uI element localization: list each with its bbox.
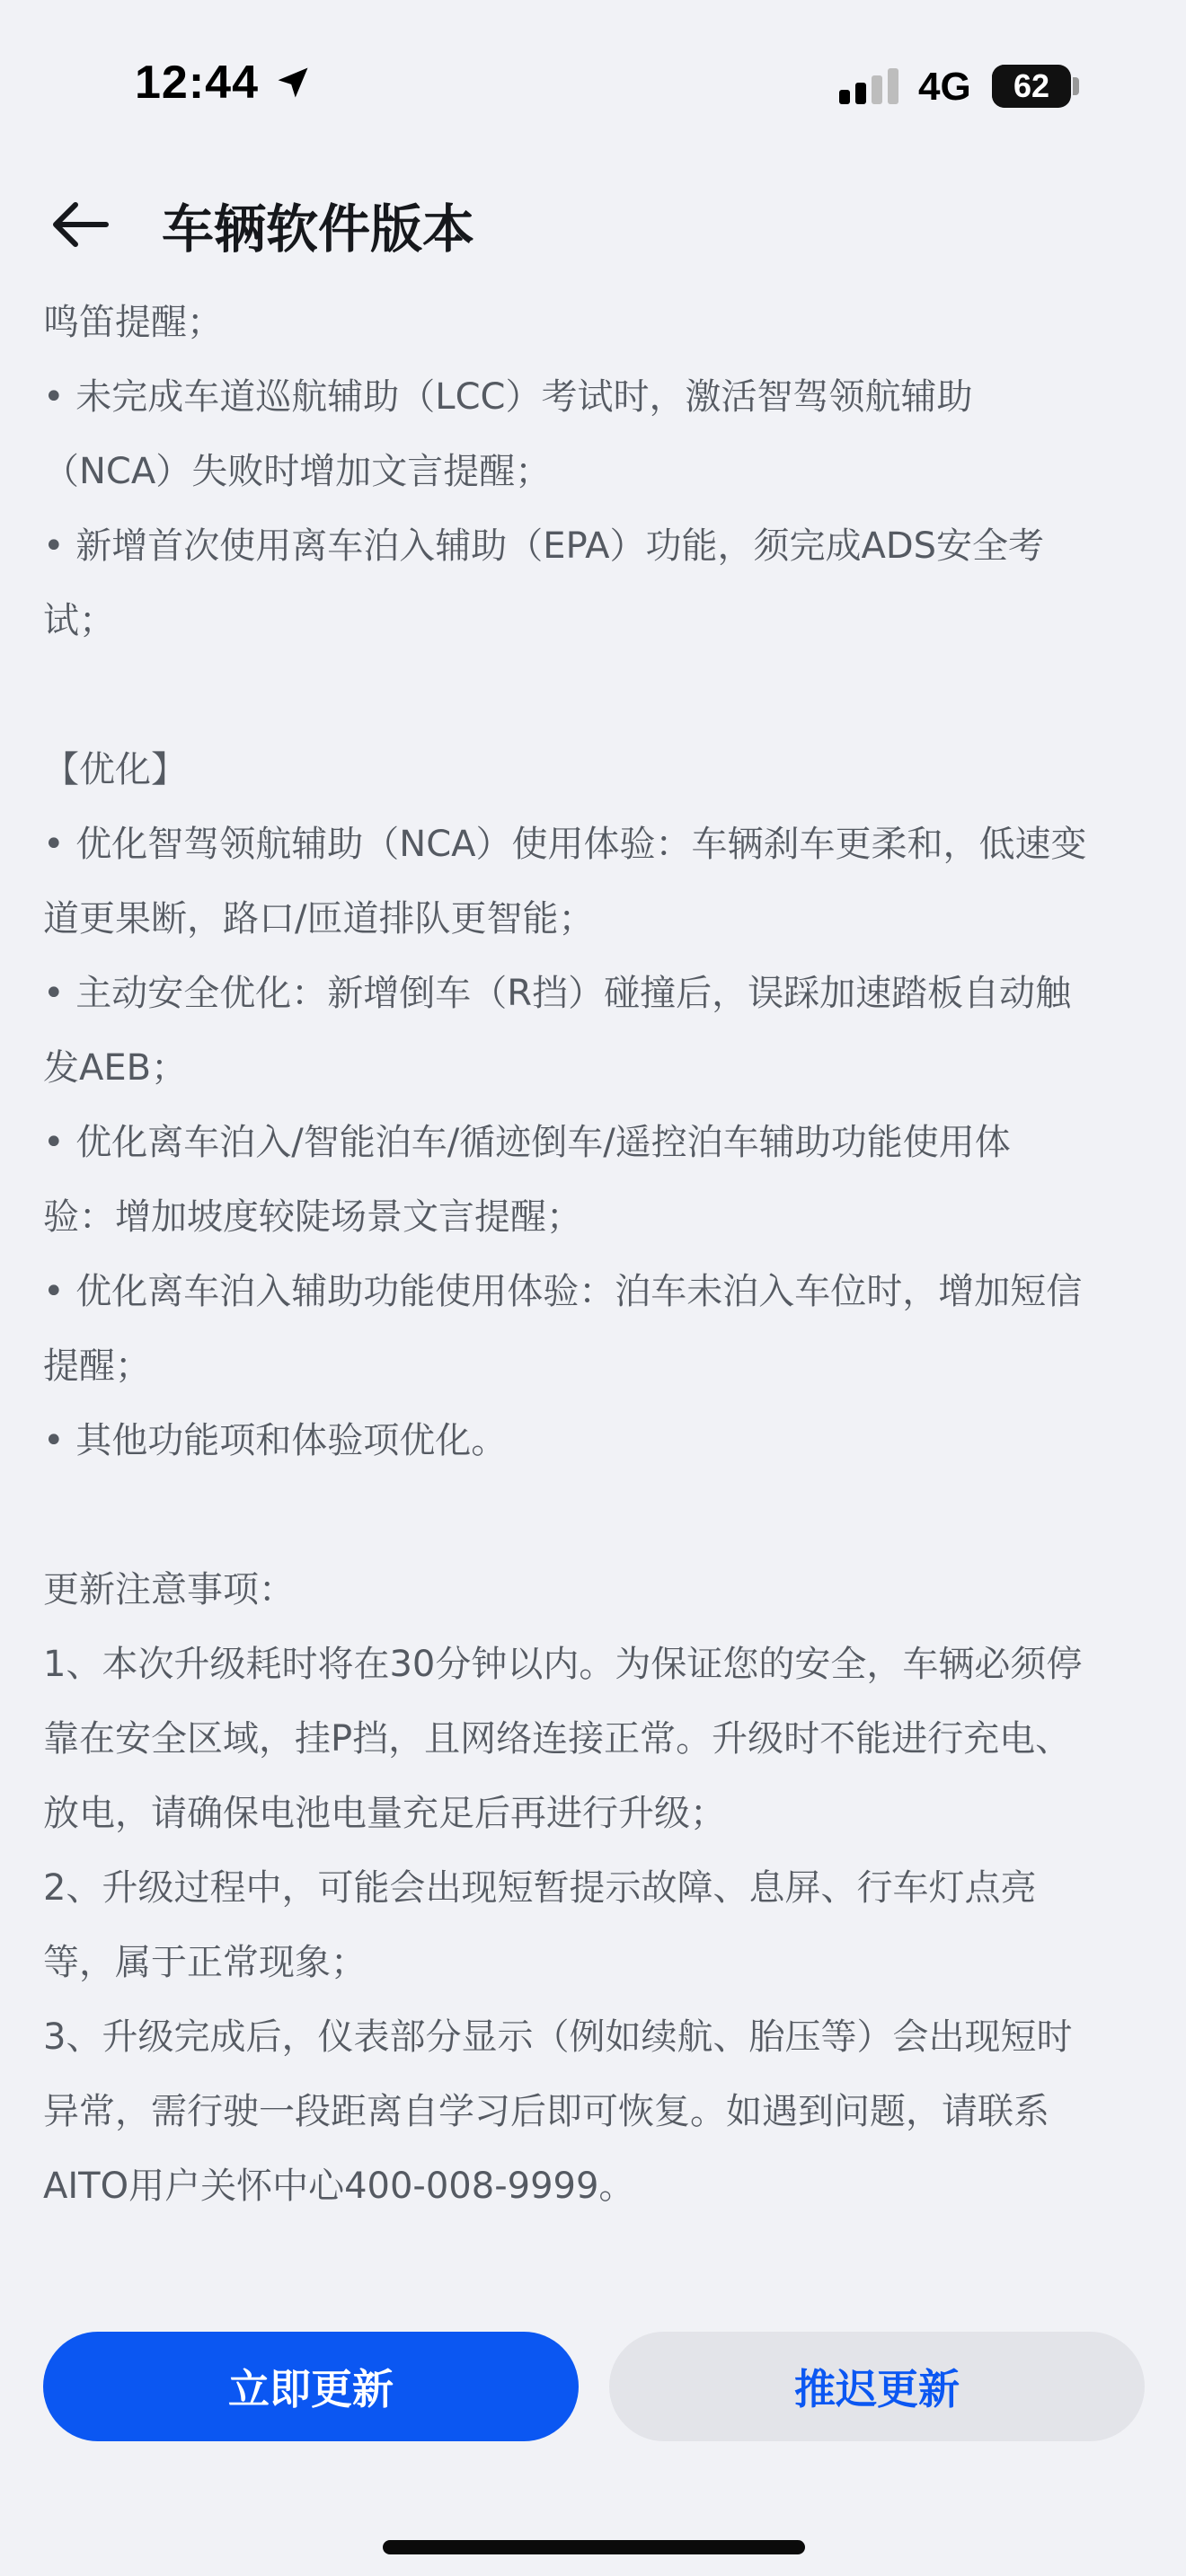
cellular-signal-icon — [839, 68, 900, 104]
text-line: • 优化智驾领航辅助（NCA）使用体验：车辆刹车更柔和，低速变 — [43, 824, 1087, 865]
postpone-update-button[interactable]: 推迟更新 — [609, 2332, 1145, 2441]
status-time: 12:44 — [135, 57, 259, 109]
text-line: 2、升级过程中，可能会出现短暂提示故障、息屏、行车灯点亮 — [43, 1867, 1037, 1909]
text-line: • 其他功能项和体验项优化。 — [43, 1420, 508, 1461]
home-indicator[interactable] — [383, 2540, 805, 2554]
text-line: 发AEB； — [43, 1047, 188, 1089]
text-line: 异常，需行驶一段距离自学习后即可恢复。如遇到问题，请联系 — [43, 2091, 1049, 2132]
arrow-left-icon — [50, 201, 110, 248]
location-arrow-icon — [273, 63, 313, 102]
spacer-line — [43, 658, 1148, 733]
battery-tip — [1073, 77, 1079, 95]
text-line: • 未完成车道巡航辅助（LCC）考试时，激活智驾领航辅助 — [43, 376, 973, 418]
text-line: （NCA）失败时增加文言提醒； — [43, 451, 552, 492]
text-line: • 优化离车泊入辅助功能使用体验：泊车未泊入车位时，增加短信 — [43, 1271, 1083, 1312]
text-line: AITO用户关怀中心400-008-9999。 — [43, 2166, 635, 2207]
text-line: 放电，请确保电池电量充足后再进行升级； — [43, 1793, 726, 1834]
battery-icon — [992, 65, 1071, 108]
header — [0, 171, 1186, 269]
back-button[interactable] — [40, 189, 120, 260]
page-title: 车辆软件版本 — [162, 198, 475, 260]
text-line: • 优化离车泊入/智能泊车/循迹倒车/遥控泊车辅助功能使用体 — [43, 1122, 1011, 1163]
text-line: 等，属于正常现象； — [43, 1942, 367, 1983]
text-line: 3、升级完成后，仪表部分显示（例如续航、胎压等）会出现短时 — [43, 2016, 1073, 2058]
status-bar — [0, 0, 1186, 171]
update-now-button[interactable]: 立即更新 — [43, 2332, 579, 2441]
network-type: 4G — [918, 65, 971, 109]
text-line: • 新增首次使用离车泊入辅助（EPA）功能，须完成ADS安全考 — [43, 525, 1045, 567]
text-line: 道更果断，路口/匝道排队更智能； — [43, 898, 595, 940]
release-notes — [43, 286, 1148, 2224]
text-line: 鸣笛提醒； — [43, 302, 223, 343]
text-line: 1、本次升级耗时将在30分钟以内。为保证您的安全，车辆必须停 — [43, 1644, 1083, 1685]
text-line: 【优化】 — [43, 749, 187, 790]
text-line: • 主动安全优化：新增倒车（R挡）碰撞后，误踩加速踏板自动触 — [43, 973, 1072, 1014]
text-line: 试； — [43, 600, 115, 641]
battery-percent: 62 — [1013, 67, 1050, 104]
text-line: 提醒； — [43, 1345, 151, 1387]
spacer-line — [43, 1478, 1148, 1553]
text-line: 更新注意事项： — [43, 1569, 295, 1610]
text-line: 靠在安全区域，挂P挡，且网络连接正常。升级时不能进行充电、 — [43, 1718, 1072, 1760]
text-line: 验：增加坡度较陡场景文言提醒； — [43, 1196, 582, 1238]
